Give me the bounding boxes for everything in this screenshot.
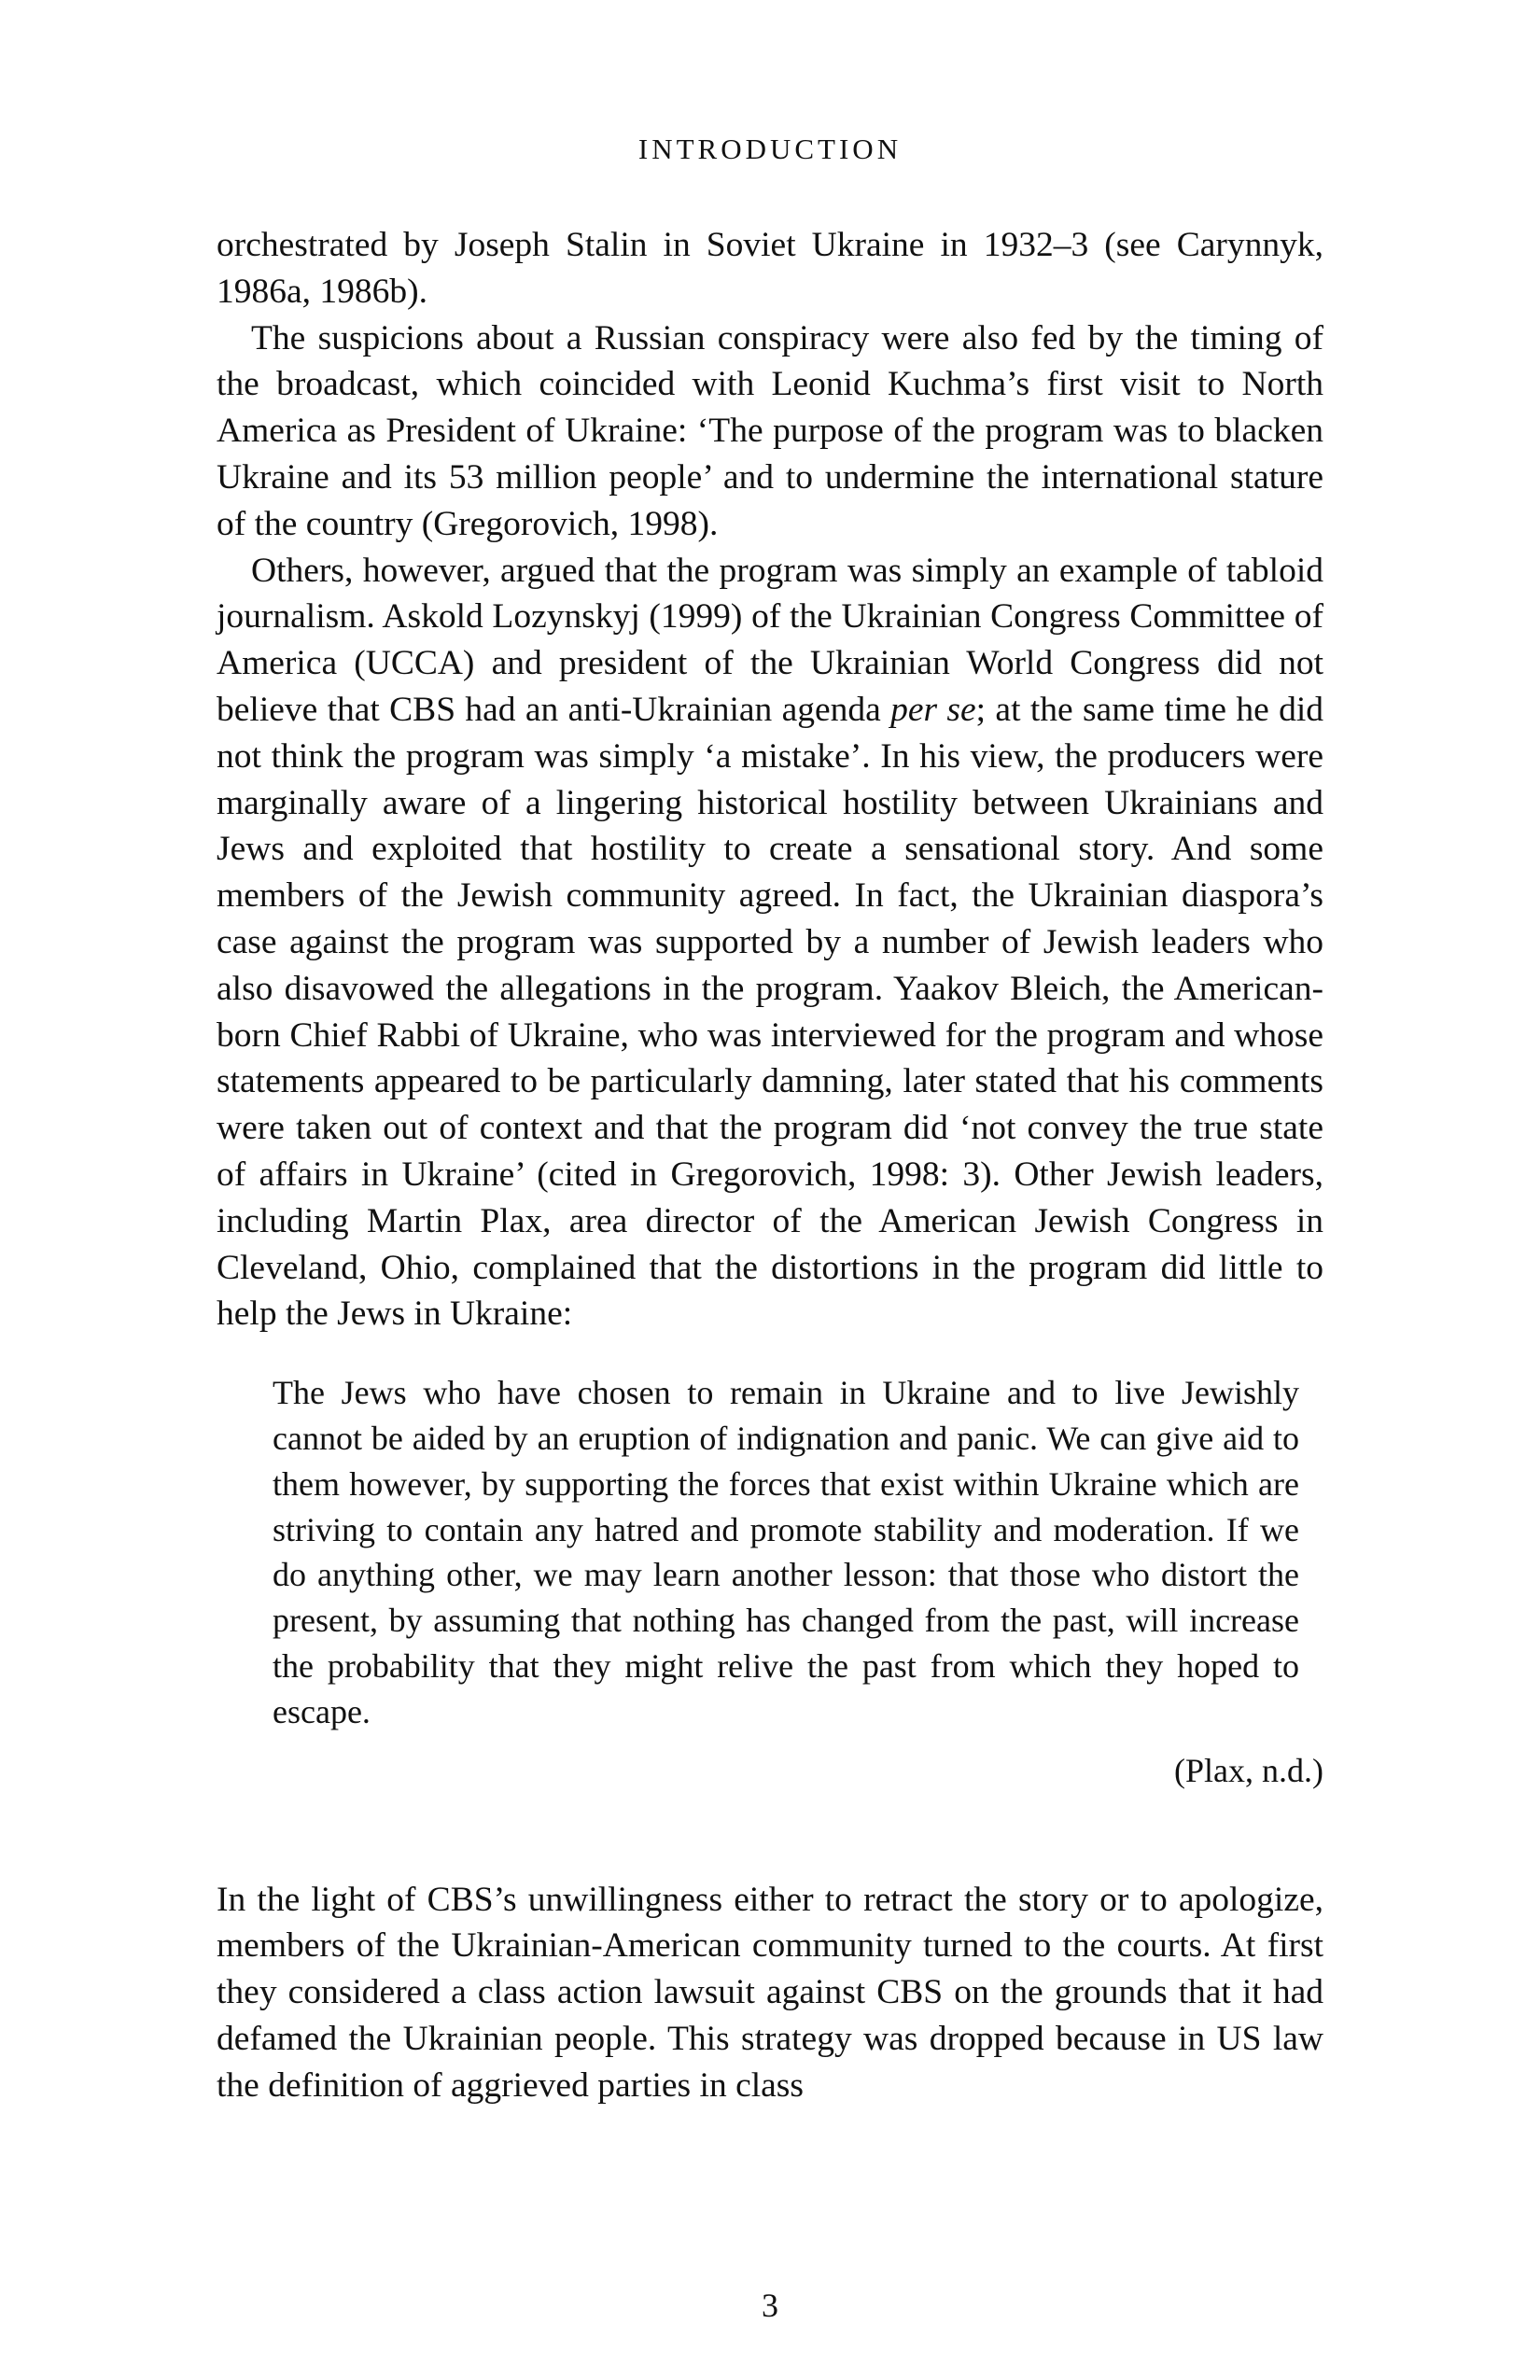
paragraph-continuation: orchestrated by Joseph Stalin in Soviet Ukraine in 1932–3 (see Carynnyk, 1986a, 1986b).	[217, 226, 1323, 311]
paragraph-suspicions: The suspicions about a Russian conspiracy were also fed by the timing of the broadcast, which coincided with Leonid Kuchma’s first visit to North America as President of Ukraine: ‘The purpose of the program was to blacken Ukraine and its 53 million people’ and to undermine the international stature of the country (Gregorovich, 1998).	[217, 318, 1323, 543]
body-text	[217, 222, 1323, 2108]
quote-citation: (Plax, n.d.)	[1174, 1751, 1323, 1789]
paragraph-others-text-2: ; at the same time he did not think the program was simply ‘a mistake’. In his view, the producers were marginally aware of a lingering historical hostility between Ukrainians and Jews and exploited that hostility to create a sensational story. And some members of the Jewish community agreed. In fact, the Ukrainian diaspora’s case against the program was supported by a number of Jewish leaders who also disavowed the allegations in the program. Yaakov Bleich, the American-born Chief Rabbi of Ukraine, who was interviewed for the program and whose statements appeared to be particularly damning, later stated that his comments were taken out of context and that the program did ‘not convey the true state of affairs in Ukraine’ (cited in Gregorovich, 1998: 3). Other Jewish leaders, including Martin Plax, area director of the American Jewish Congress in Cleveland, Ohio, complained that the distortions in the program did little to help the Jews in Ukraine:	[217, 690, 1323, 1334]
block-quote: The Jews who have chosen to remain in Ukraine and to live Jewishly cannot be aided by an eruption of indignation and panic. We can give aid to them however, by supporting the forces that exist within Ukraine which are striving to contain any hatred and promote stability and moderation. If we do anything other, we may learn another lesson: that those who distort the present, by assuming that nothing has changed from the past, will increase the probability that they might relive the past from which they hoped to escape.	[273, 1374, 1299, 1730]
paragraph-others	[217, 548, 1323, 1338]
page-number: 3	[762, 2287, 778, 2324]
paragraph-courts: In the light of CBS’s unwillingness either to retract the story or to apologize, members of the Ukrainian-American community turned to the courts. At first they considered a class action lawsuit against CBS on the grounds that it had defamed the Ukrainian people. This strategy was dropped because in US law the definition of aggrieved parties in class	[217, 1880, 1323, 2105]
running-head: INTRODUCTION	[637, 133, 903, 165]
paragraph-others-text-1: Others, however, argued that the program was simply an example of tabloid journalism. Askold Lozynskyj (1999) of the Ukrainian Congress Committee of America (UCCA) and president of the Ukrainian World Congress did not believe that CBS had an anti-Ukrainian agenda	[217, 551, 1323, 729]
italic-per-se: per se	[890, 690, 976, 729]
